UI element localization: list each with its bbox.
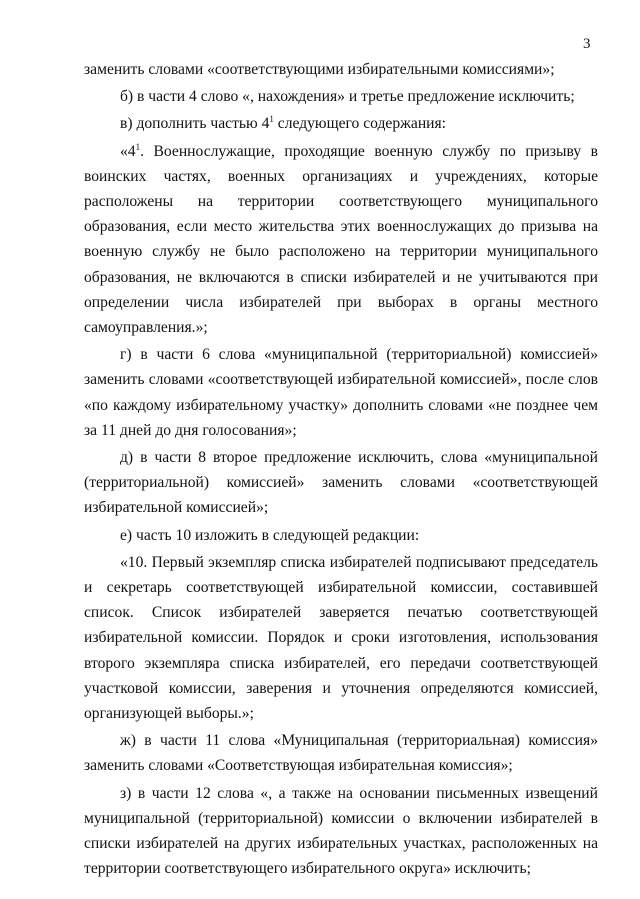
paragraph-text: . Военнослужащие, проходящие военную службу по призыву в воинских частях, военных организациях и учреждениях, которые расположены на территории соответствующего муниципального образования, если место жительства этих военнослужащих до призыва на военную службу не было расположено на территории муниципального образования, не включаются в списки избирателей и не учитываются при определении числа избирателей при выборах в органы местного самоуправления.»;	[84, 142, 598, 337]
paragraph: г) в части 6 слова «муниципальной (территориальной) комиссией» заменить словами «соответствующей избирательной комиссией», после слов «по каждому избирательному участку» дополнить словами «не позднее чем за 11 дней до дня голосования»;	[84, 346, 598, 439]
page-number: 3	[583, 36, 591, 52]
paragraph: б) в части 4 слово «, нахождения» и третье предложение исключить;	[120, 88, 575, 106]
paragraph: з) в части 12 слова «, а также на основании письменных извещений муниципальной (территориальной) комиссии о включении избирателей в списки избирателей на других избирательных участках, расположенных на территории соответствующего избирательного округа» исключить;	[84, 784, 598, 878]
superscript: 1	[269, 114, 274, 125]
paragraph	[84, 139, 598, 341]
superscript: 1	[135, 141, 141, 152]
paragraph-text: в) дополнить частью 4	[120, 115, 270, 133]
paragraph: «10. Первый экземпляр списка избирателей подписывают председатель и секретарь соответствующей избирательной комиссии, составившей список. Список избирателей заверяется печатью соответствующей избирательной комиссии. Порядок и сроки изготовления, использования второго экземпляра списка избирателей, его передачи соответствующей участковой комиссии, заверения и уточнения определяются комиссией, организующей выборы.»;	[84, 553, 598, 723]
paragraph	[84, 111, 598, 136]
paragraph-text: следующего содержания:	[273, 115, 447, 133]
paragraph: ж) в части 11 слова «Муниципальная (территориальная) комиссия» заменить словами «Соответствующая избирательная комиссия»;	[84, 732, 598, 775]
paragraph-text: «4	[120, 142, 136, 160]
document-body	[84, 57, 598, 882]
paragraph: д) в части 8 второе предложение исключить, слова «муниципальной (территориальной) комиссией» заменить словами «соответствующей избирательной комиссией»;	[84, 449, 598, 517]
paragraph: заменить словами «соответствующими избирательными комиссиями»;	[84, 61, 555, 78]
paragraph: е) часть 10 изложить в следующей редакции:	[120, 526, 420, 544]
